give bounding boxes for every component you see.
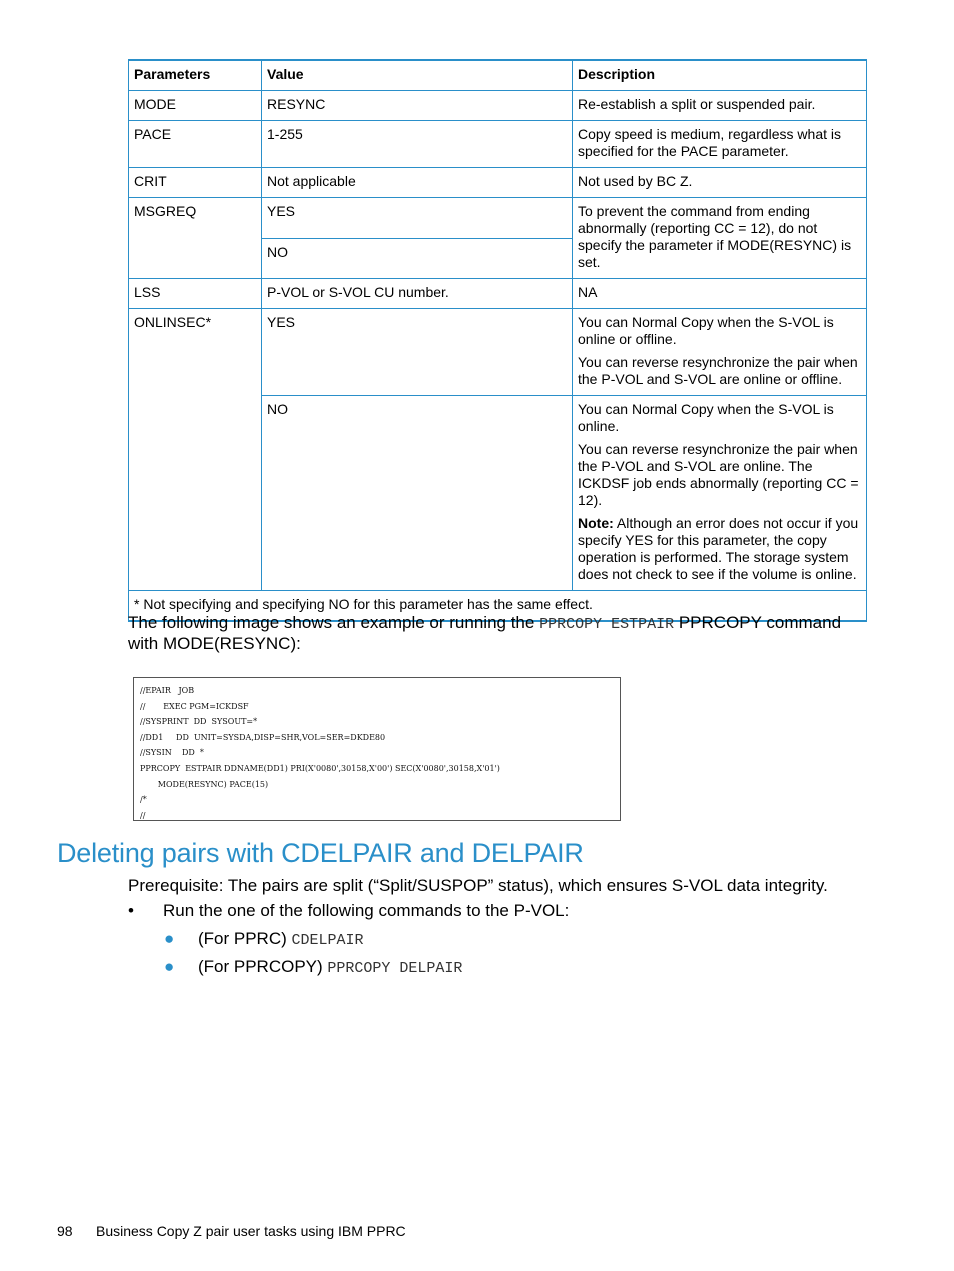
intro-text-after: PPRCOPY command with MODE(RESYNC):: [128, 613, 842, 653]
value-cell: 1-255: [262, 121, 573, 168]
code-line: MODE(RESYNC) PACE(15): [140, 779, 269, 789]
param-cell: MODE: [129, 91, 262, 121]
table-row: [129, 279, 867, 309]
code-line: //DD1 DD UNIT=SYSDA,DISP=SHR,VOL=SER=DKDE80: [140, 732, 386, 742]
param-cell: MSGREQ: [129, 198, 262, 279]
description-cell: To prevent the command from ending abnormally (reporting CC = 12), do not specify the parameter if MODE(RESYNC) is set.: [573, 198, 867, 279]
description-cell: Re-establish a split or suspended pair.: [573, 91, 867, 121]
value-cell: RESYNC: [262, 91, 573, 121]
value-cell: NO: [262, 396, 573, 591]
value-cell: NO: [262, 238, 573, 279]
param-cell: ONLINSEC*: [129, 309, 262, 591]
page-number: 98: [57, 1223, 73, 1239]
header-value: Value: [262, 60, 573, 91]
table-row: [129, 168, 867, 198]
sub-item-text: (For PPRCOPY): [198, 957, 328, 976]
sub-list-item: [164, 957, 462, 977]
code-line: //SYSIN DD *: [140, 748, 204, 758]
table-row: [129, 309, 867, 396]
header-parameters: Parameters: [129, 60, 262, 91]
bullet-dot-icon: ●: [164, 957, 175, 976]
code-line: //EPAIR JOB: [140, 686, 195, 695]
bullet-icon: •: [128, 901, 134, 920]
intro-text-before: The following image shows an example or running the: [128, 613, 540, 632]
description-paragraph: You can reverse resynchronize the pair when the P-VOL and S-VOL are online or offline.: [578, 354, 858, 387]
table-header-row: [129, 60, 867, 91]
jcl-code-example: [133, 677, 621, 821]
description-paragraph: You can Normal Copy when the S-VOL is online.: [578, 401, 834, 434]
param-cell: PACE: [129, 121, 262, 168]
description-cell: [573, 396, 867, 591]
description-cell: [573, 309, 867, 396]
sub-list-item: [164, 929, 364, 949]
description-cell: NA: [573, 279, 867, 309]
intro-code: PPRCOPY ESTPAIR: [539, 616, 675, 633]
param-cell: CRIT: [129, 168, 262, 198]
table-row: [129, 121, 867, 168]
code-line: PPRCOPY ESTPAIR DDNAME(DD1) PRI(X'0080',30158,X'00') SEC(X'0080',30158,X'01'): [140, 763, 500, 773]
description-paragraph: You can reverse resynchronize the pair when the P-VOL and S-VOL are online. The ICKDSF job ends abnormally (reporting CC = 12).: [578, 441, 859, 508]
footer-text: Business Copy Z pair user tasks using IBM PPRC: [96, 1223, 406, 1239]
code-line: //SYSPRINT DD SYSOUT=*: [140, 717, 258, 727]
code-line: //: [140, 810, 146, 820]
page-footer: [57, 1223, 406, 1239]
note-paragraph: [578, 515, 861, 583]
value-cell: P-VOL or S-VOL CU number.: [262, 279, 573, 309]
prerequisite-text: Prerequisite: The pairs are split (“Split/SUSPOP” status), which ensures S-VOL data integrity.: [128, 876, 828, 895]
value-cell: YES: [262, 198, 573, 239]
list-item: [128, 901, 569, 921]
table-row: [129, 91, 867, 121]
header-description: Description: [573, 60, 867, 91]
code-line: // EXEC PGM=ICKDSF: [140, 701, 249, 711]
section-title: Deleting pairs with CDELPAIR and DELPAIR: [57, 838, 584, 868]
table-row: [129, 198, 867, 239]
description-paragraph: You can Normal Copy when the S-VOL is online or offline.: [578, 314, 834, 347]
param-cell: LSS: [129, 279, 262, 309]
parameters-table: [128, 59, 867, 622]
value-cell: Not applicable: [262, 168, 573, 198]
note-text: Although an error does not occur if you specify YES for this parameter, the copy operation is performed. The storage system does not check to see if the volume is online.: [578, 515, 859, 582]
intro-paragraph: [128, 613, 868, 653]
table-footnote: * Not specifying and specifying NO for this parameter has the same effect.: [129, 591, 867, 622]
bullet-dot-icon: ●: [164, 929, 175, 948]
sub-item-code: PPRCOPY DELPAIR: [327, 960, 463, 977]
sub-item-text: (For PPRC): [198, 929, 292, 948]
note-label: Note:: [578, 515, 614, 531]
code-line: /*: [140, 795, 147, 805]
value-cell: YES: [262, 309, 573, 396]
list-item-text: Run the one of the following commands to the P-VOL:: [163, 901, 570, 920]
description-cell: Copy speed is medium, regardless what is specified for the PACE parameter.: [573, 121, 867, 168]
description-cell: Not used by BC Z.: [573, 168, 867, 198]
sub-item-code: CDELPAIR: [291, 932, 364, 949]
